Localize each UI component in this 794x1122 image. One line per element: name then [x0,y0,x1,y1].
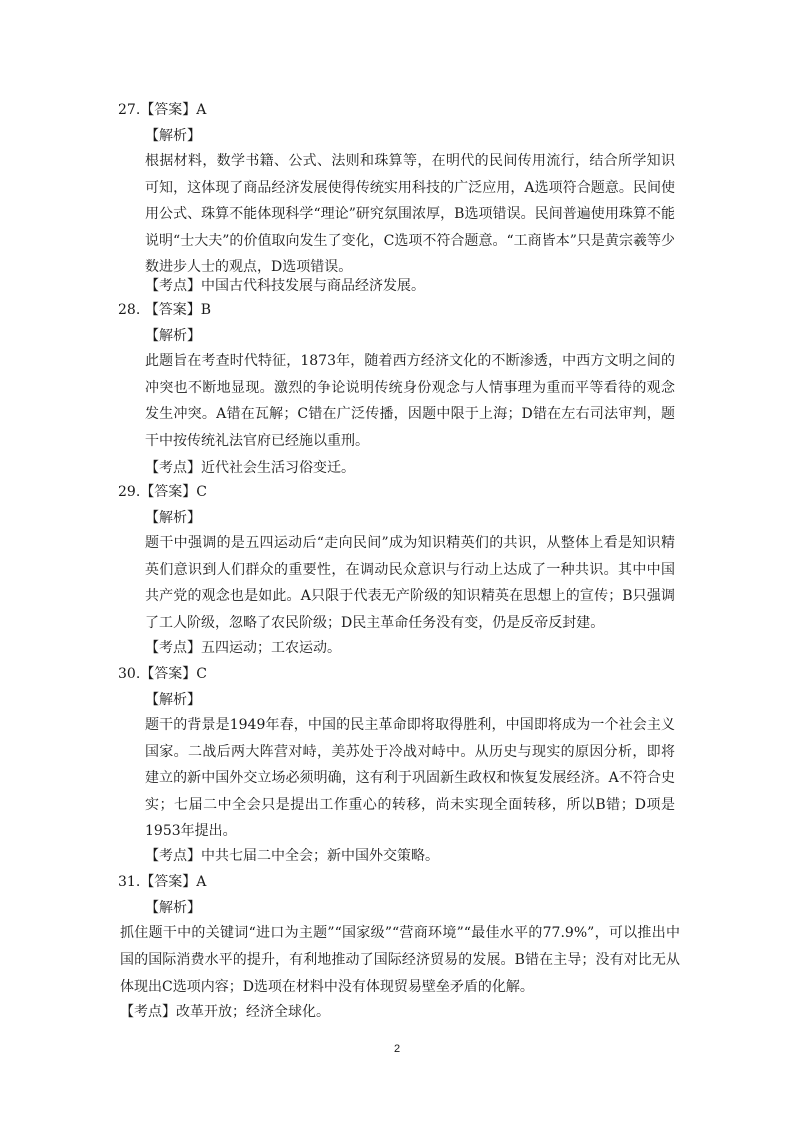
point-line: 【考点】近代社会生活习俗变迁。 [145,460,355,476]
analysis-label: 【解析】 [145,510,201,526]
analysis-text: 此题旨在考查时代特征，1873年，随着西方经济文化的不断渗透，中西方文明之间的冲突也不断地显现。激烈的争论说明传统身份观念与人情事理为重而平等看待的观念发生冲突。A错在瓦解；C错在广泛传播，因题中限于上海；D错在左右司法审判，题干中按传统礼法官府已经施以重刑。 [145,353,675,449]
analysis-label: 【解析】 [145,900,201,916]
analysis-text: 根据材料，数学书籍、公式、法则和珠算等，在明代的民间传用流行，结合所学知识可知，这体现了商品经济发展使得传统实用科技的广泛应用，A选项符合题意。民间使用公式、珠算不能体现科学“理论”研究氛围浓厚，B选项错误。民间普遍使用珠算不能说明“士大夫”的价值取向发生了变化，C选项不符合题意。“工商皆本”只是黄宗羲等少数进步人士的观点，D选项错误。 [145,153,675,275]
analysis-label: 【解析】 [145,692,201,708]
point-line: 【考点】中国古代科技发展与商品经济发展。 [145,278,425,294]
answer-line: 29.【答案】C [118,484,207,500]
point-line: 【考点】五四运动；工农运动。 [145,640,341,656]
answer-line: 31.【答案】A [118,874,207,890]
analysis-label: 【解析】 [145,128,201,144]
answer-line: 27.【答案】A [118,102,207,118]
point-line: 【考点】改革开放；经济全球化。 [120,1004,330,1020]
analysis-label: 【解析】 [145,328,201,344]
answer-line: 28. 【答案】B [118,302,212,318]
analysis-text: 题干中强调的是五四运动后“走向民间”成为知识精英们的共识，从整体上看是知识精英们意识到人们群众的重要性，在调动民众意识与行动上达成了一种共识。其中中国共产党的观念也是如此。A只限于代表无产阶级的知识精英在思想上的宣传；B只强调了工人阶级，忽略了农民阶级；D民主革命任务没有变，仍是反帝反封建。 [145,535,675,631]
answer-line: 30.【答案】C [118,666,207,682]
analysis-text: 题干的背景是1949年春，中国的民主革命即将取得胜利，中国即将成为一个社会主义国家。二战后两大阵营对峙，美苏处于冷战对峙中。从历史与现实的原因分析，即将建立的新中国外交立场必须明确，这有利于巩固新生政权和恢复发展经济。A不符合史实；七届二中全会只是提出工作重心的转移，尚未实现全面转移，所以B错；D项是1953年提出。 [145,717,675,839]
point-line: 【考点】中共七届二中全会；新中国外交策略。 [145,848,439,864]
analysis-text: 抓住题干中的关键词“进口为主题”“国家级”“营商环境”“最佳水平的77.9%”，可以推出中国的国际消费水平的提升，有利地推动了国际经济贸易的发展。B错在主导；没有对比无从体现出C选项内容；D选项在材料中没有体现贸易壁垒矛盾的化解。 [120,925,680,995]
page-number: 2 [393,1043,401,1055]
